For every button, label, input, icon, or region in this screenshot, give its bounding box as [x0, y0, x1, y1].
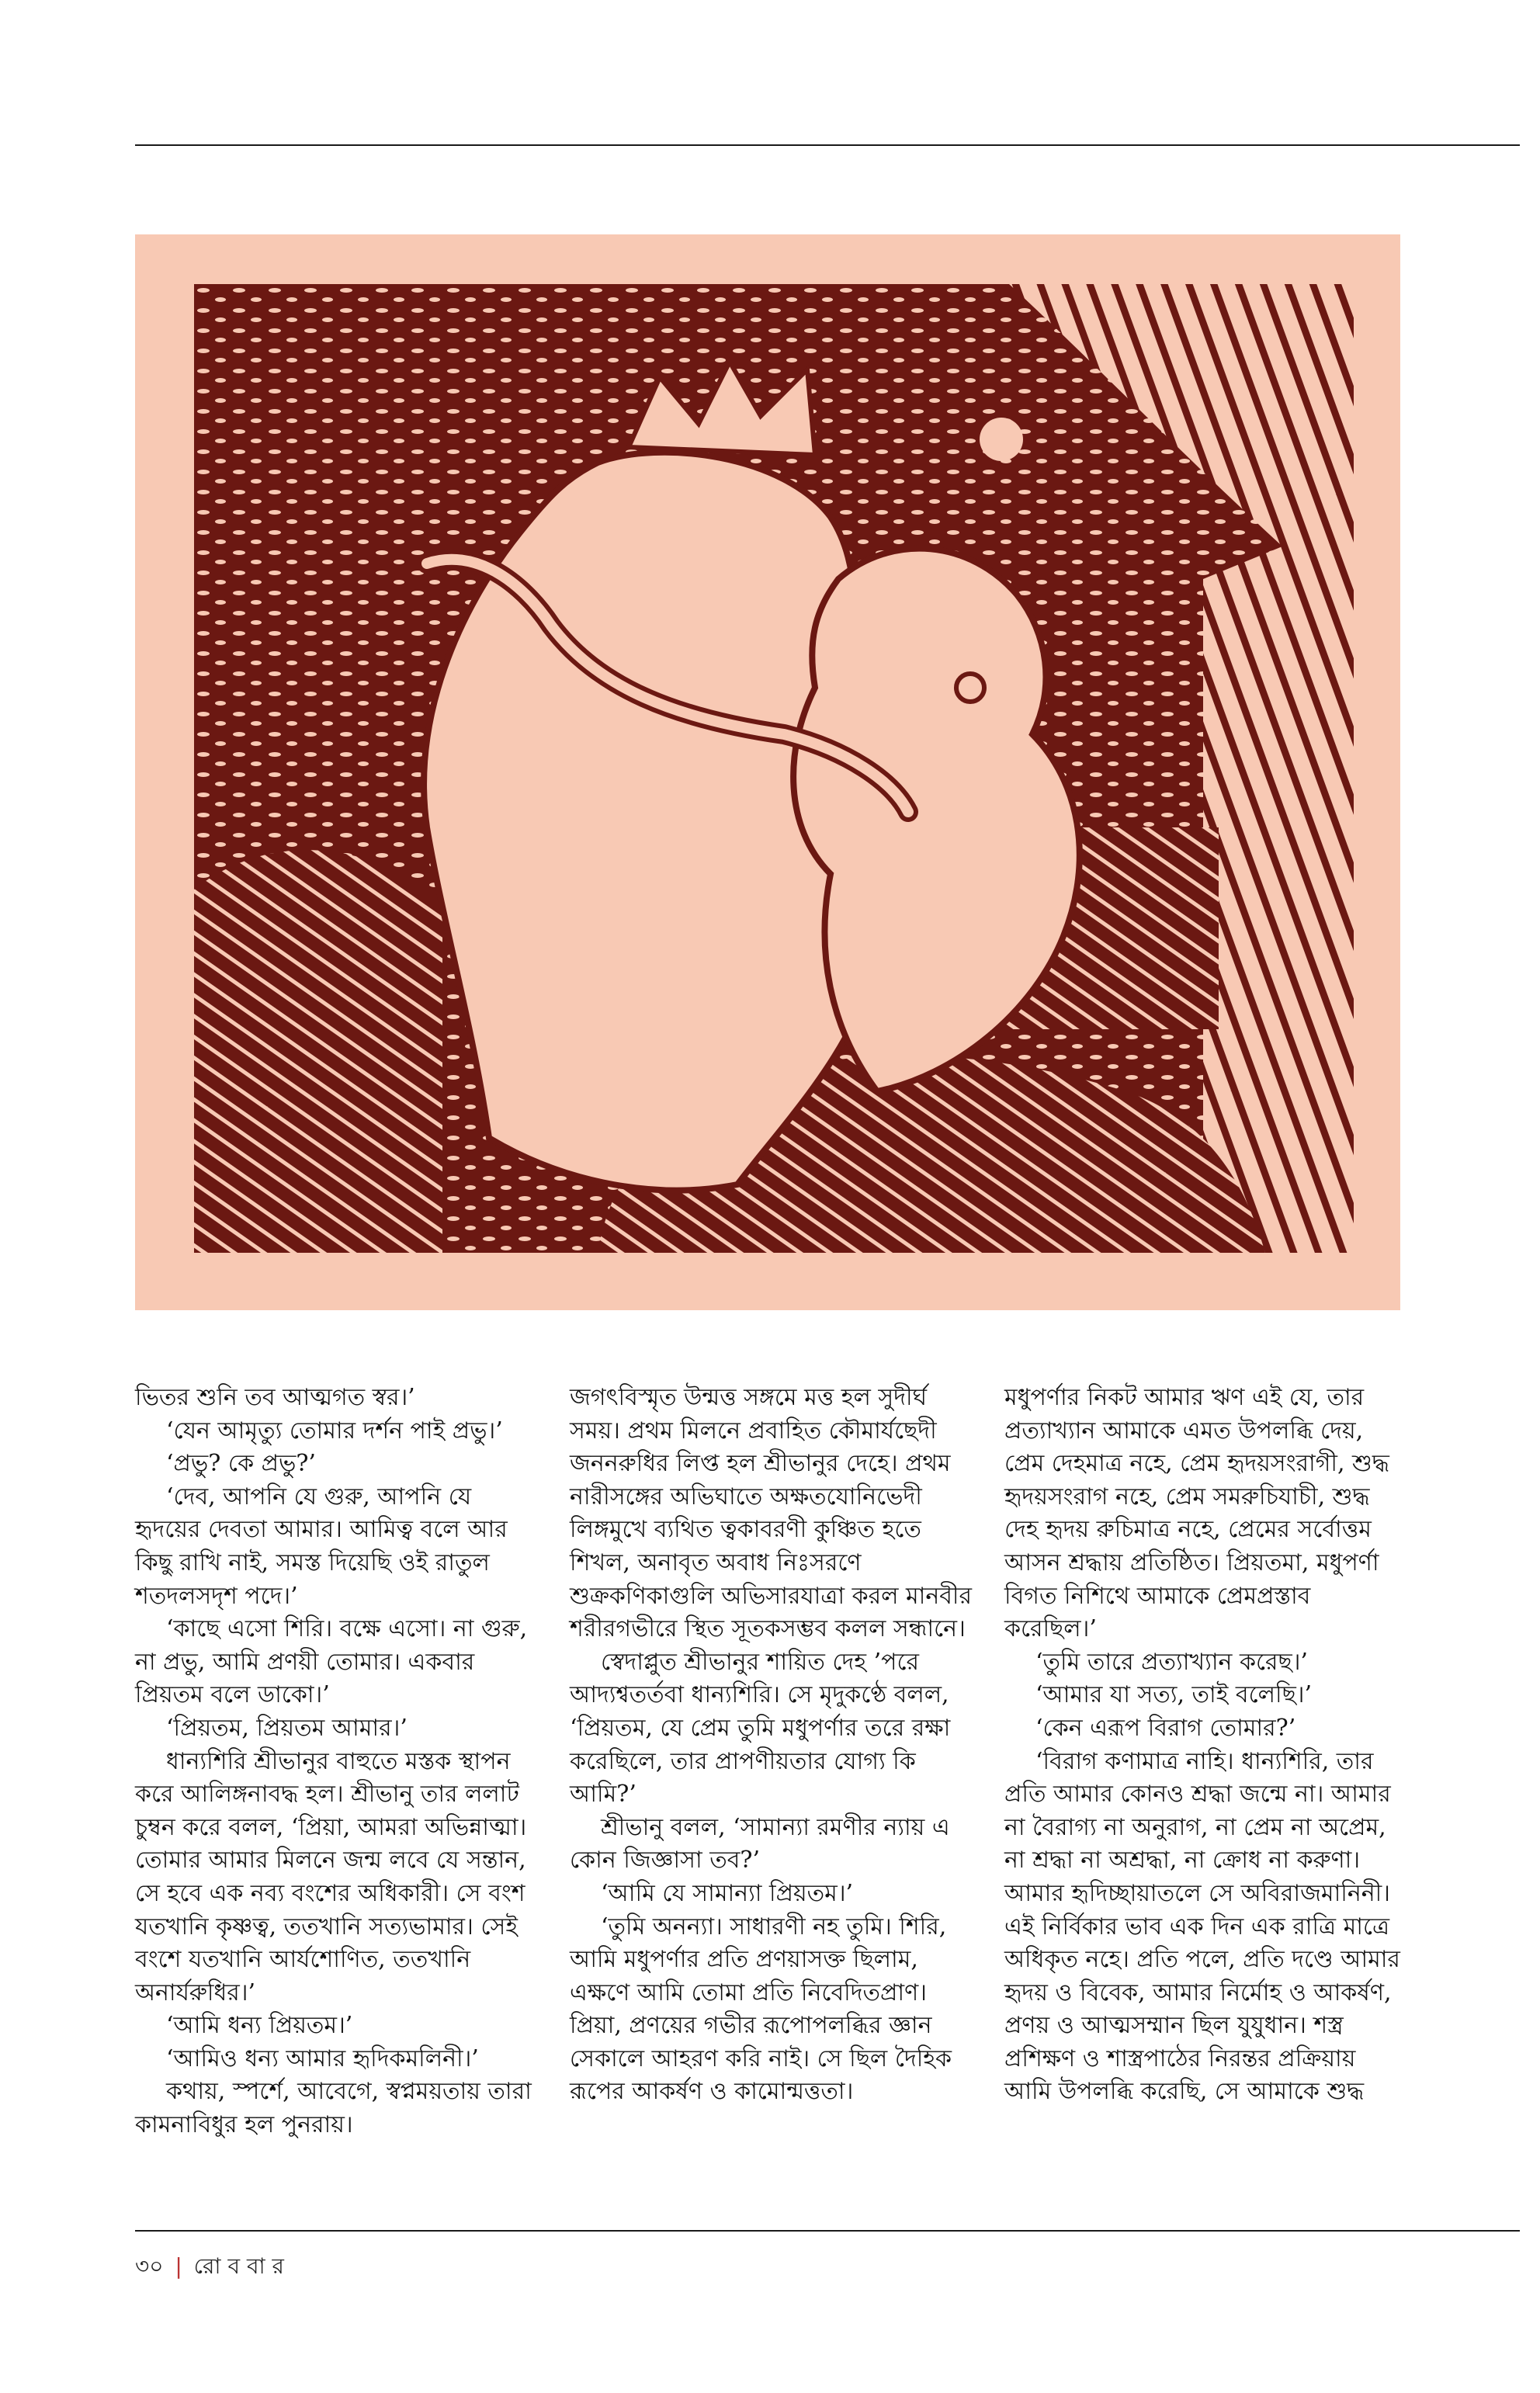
- paragraph: ‘তুমি তারে প্রত্যাখ্যান করেছ।’: [1035, 1648, 1308, 1676]
- magazine-name: রো ব বা র: [193, 2253, 284, 2279]
- paragraph: ‘কাছে এসো শিরি। বক্ষে এসো। না গুরু, না প্রভু, আমি প্রণয়ী তোমার। একবার প্রিয়তম বলে ডাকো।’: [135, 1615, 528, 1709]
- illustration-woodcut-lovers: [194, 284, 1354, 1253]
- paragraph: ‘যেন আমৃত্যু তোমার দর্শন পাই প্রভু।’: [166, 1417, 503, 1444]
- paragraph: স্বেদাপ্লুত শ্রীভানুর শায়িত দেহ ’পরে আদ্যশ্বতর্তবা ধান্যশিরি। সে মৃদুকণ্ঠে বলল, ‘প্রিয়তম, যে প্রেম তুমি মধুপর্ণার তরে রক্ষা করেছিলে, তার প্রাপণীয়তার যোগ্য কি আমি?’: [570, 1648, 951, 1809]
- paragraph: ‘আমি ধন্য প্রিয়তম।’: [166, 2012, 353, 2040]
- couch: [194, 850, 442, 1253]
- paragraph: ‘আমার যা সত্য, তাই বলেছি।’: [1035, 1681, 1313, 1709]
- article-body: [135, 1382, 1402, 2189]
- paragraph: ‘আমি যে সামান্যা প্রিয়তম।’: [601, 1879, 854, 1907]
- paragraph: ভিতর শুনি তব আত্মগত স্বর।’: [135, 1384, 415, 1411]
- column-1: [135, 1382, 539, 2142]
- column-2: [570, 1382, 973, 2109]
- paragraph: ‘আমিও ধন্য আমার হৃদিকমলিনী।’: [166, 2044, 479, 2072]
- footer-separator: |: [175, 2253, 182, 2279]
- paragraph: ‘দেব, আপনি যে গুরু, আপনি যে হৃদয়ের দেবতা আমার। আমিত্ব বলে আর কিছু রাখি নাই, সমস্ত দিয়েছি ওই রাতুল শতদলসদৃশ পদে।’: [135, 1483, 508, 1610]
- page-footer: [135, 2249, 284, 2286]
- paragraph: জগৎবিস্মৃত উন্মত্ত সঙ্গমে মত্ত হল সুদীর্ঘ সময়। প্রথম মিলনে প্রবাহিত কৌমার্যছেদী জননরুধির লিপ্ত হল শ্রীভানুর দেহে। প্রথম নারীসঙ্গের অভিঘাতে অক্ষতযোনিভেদী লিঙ্গমুখে ব্যথিত ত্বকাবরণী কুঞ্চিত হতে শিখল, অনাবৃত অবাধ নিঃসরণে শুক্রকণিকাগুলি অভিসারযাত্রা করল মানবীর শরীরগভীরে স্থিত সূতকসম্ভব কলল সন্ধানে।: [570, 1384, 973, 1643]
- paragraph: ‘তুমি অনন্যা। সাধারণী নহ তুমি। শিরি, আমি মধুপর্ণার প্রতি প্রণয়াসক্ত ছিলাম, এক্ষণে আমি তোমা প্রতি নিবেদিতপ্রাণ। প্রিয়া, প্রণয়ের গভীর রূপোপলব্ধির জ্ঞান সেকালে আহরণ করি নাই। সে ছিল দৈহিক রূপের আকর্ষণ ও কামোন্মত্ততা।: [570, 1913, 952, 2106]
- paragraph: ধান্যশিরি শ্রীভানুর বাহুতে মস্তক স্থাপন করে আলিঙ্গনাবদ্ধ হল। শ্রীভানু তার ললাট চুম্বন করে বলল, ‘প্রিয়া, আমরা অভিন্নাত্মা। তোমার আমার মিলনে জন্ম লবে যে সন্তান, সে হবে এক নব্য বংশের অধিকারী। সে বংশ যতখানি কৃষ্ণত্ব, ততখানি সত্যভামার। সেই বংশে যতখানি আর্যশোণিত, ততখানি অনার্যরুধির।’: [135, 1747, 527, 2006]
- paragraph: কথায়, স্পর্শে, আবেগে, স্বপ্নময়তায় তারা কামনাবিধুর হল পুনরায়।: [135, 2078, 532, 2139]
- paragraph: ‘বিরাগ কণামাত্র নাহি। ধান্যশিরি, তার প্রতি আমার কোনও শ্রদ্ধা জন্মে না। আমার না বৈরাগ্য না অনুরাগ, না প্রেম না অপ্রেম, না শ্রদ্ধা না অশ্রদ্ধা, না ক্রোধ না করুণা। আমার হৃদিচ্ছায়াতলে সে অবিরাজমানিনী। এই নির্বিকার ভাব এক দিন এক রাত্রি মাত্রে অধিকৃত নহে। প্রতি পলে, প্রতি দণ্ডে আমার হৃদয় ও বিবেক, আমার নির্মোহ ও আকর্ষণ, প্রণয় ও আত্মসম্মান ছিল যুযুধান। শস্ত্র প্রশিক্ষণ ও শাস্ত্রপাঠের নিরন্তর প্রক্রিয়ায় আমি উপলব্ধি করেছি, সে আমাকে শুদ্ধ: [1004, 1747, 1400, 2106]
- column-3: [1004, 1382, 1408, 2109]
- paragraph: ‘প্রিয়তম, প্রিয়তম আমার।’: [166, 1714, 408, 1742]
- paragraph: ‘কেন এরূপ বিরাগ তোমার?’: [1035, 1714, 1296, 1742]
- paragraph: শ্রীভানু বলল, ‘সামান্যা রমণীর ন্যায় এ কোন জিজ্ঞাসা তব?’: [570, 1813, 950, 1875]
- top-rule: [135, 144, 1520, 146]
- bottom-rule: [135, 2230, 1520, 2232]
- paragraph: ‘প্রভু? কে প্রভু?’: [166, 1450, 316, 1478]
- page-number: ৩০: [135, 2253, 164, 2279]
- moon: [980, 418, 1023, 461]
- curtain-right: [1203, 517, 1354, 1253]
- paragraph: মধুপর্ণার নিকট আমার ঋণ এই যে, তার প্রত্যাখ্যান আমাকে এমত উপলব্ধি দেয়, প্রেম দেহমাত্র নহে, প্রেম হৃদয়সংরাগী, শুদ্ধ হৃদয়সংরাগ নহে, প্রেম সমরুচিযাচী, শুদ্ধ দেহ হৃদয় রুচিমাত্র নহে, প্রেমের সর্বোত্তম আসন শ্রদ্ধায় প্রতিষ্ঠিত। প্রিয়তমা, মধুপর্ণা বিগত নিশিথে আমাকে প্রেমপ্রস্তাব করেছিল।’: [1004, 1384, 1389, 1643]
